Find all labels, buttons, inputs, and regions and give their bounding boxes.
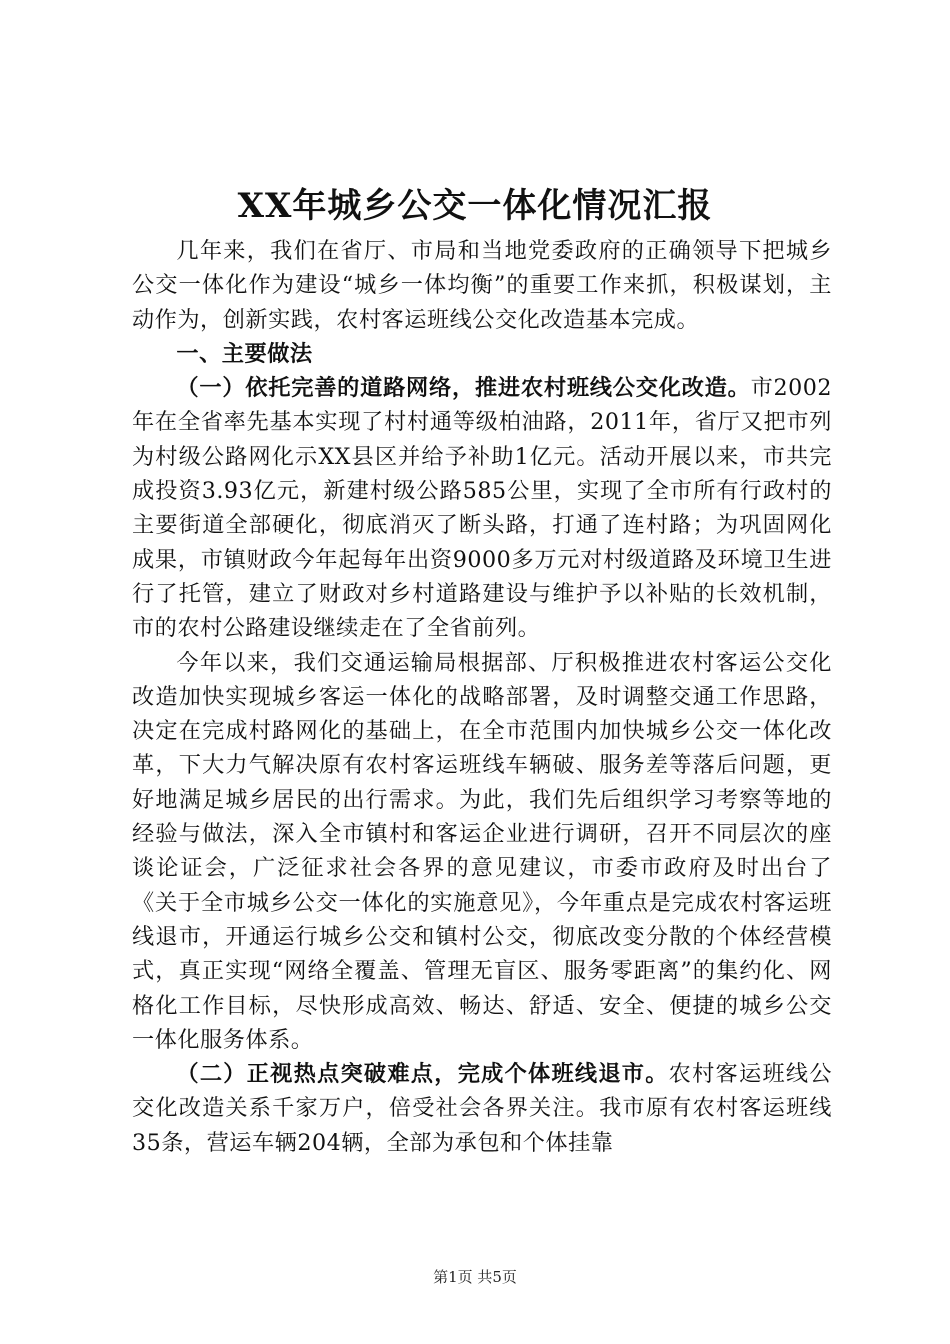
section-heading-main-practices: 一、主要做法 [176,340,313,367]
paragraph-hotspots [132,1057,832,1160]
page-footer: 第1页 共5页 [433,1268,517,1286]
document-body [132,234,832,1160]
paragraph-intro: 几年来，我们在省厅、市局和当地党委政府的正确领导下把城乡公交一体化作为建设“城乡一体均衡”的重要工作来抓，积极谋划，主动作为，创新实践，农村客运班线公交化改造基本完成。 [132,238,832,333]
subheading-hotspots: （二）正视热点突破难点，完成个体班线退市。 [176,1061,669,1088]
document-title: XX年城乡公交一体化情况汇报 [237,186,713,226]
paragraph-road-network-text: 市2002年在全省率先基本实现了村村通等级柏油路，2011年，省厅又把市列为村级公路网化示XX县区并给予补助1亿元。活动开展以来，市共完成投资3.93亿元，新建村级公路585公里，实现了全市所有行政村的主要街道全部硬化，彻底消灭了断头路，打通了连村路；为巩固网化成果，市镇财政今年起每年出资9000多万元对村级道路及环境卫生进行了托管，建立了财政对乡村道路建设与维护予以补贴的长效机制，市的农村公路建设继续走在了全省前列。 [132,375,833,642]
paragraph-hotspots-text: 农村客运班线公交化改造关系千家万户，倍受社会各界关注。我市原有农村客运班线35条，营运车辆204辆，全部为承包和个体挂靠 [132,1061,833,1156]
subheading-road-network: （一）依托完善的道路网络，推进农村班线公交化改造。 [176,375,751,402]
paragraph-this-year: 今年以来，我们交通运输局根据部、厅积极推进农村客运公交化改造加快实现城乡客运一体化的战略部署，及时调整交通工作思路，决定在完成村路网化的基础上，在全市范围内加快城乡公交一体化改革，下大力气解决原有农村客运班线车辆破、服务差等落后问题，更好地满足城乡居民的出行需求。为此，我们先后组织学习考察等地的经验与做法，深入全市镇村和客运企业进行调研，召开不同层次的座谈论证会，广泛征求社会各界的意见建议，市委市政府及时出台了《关于全市城乡公交一体化的实施意见》，今年重点是完成农村客运班线退市，开通运行城乡公交和镇村公交，彻底改变分散的个体经营模式，真正实现“网络全覆盖、管理无盲区、服务零距离”的集约化、网格化工作目标，尽快形成高效、畅达、舒适、安全、便捷的城乡公交一体化服务体系。 [132,649,832,1053]
paragraph-road-network [132,371,832,645]
